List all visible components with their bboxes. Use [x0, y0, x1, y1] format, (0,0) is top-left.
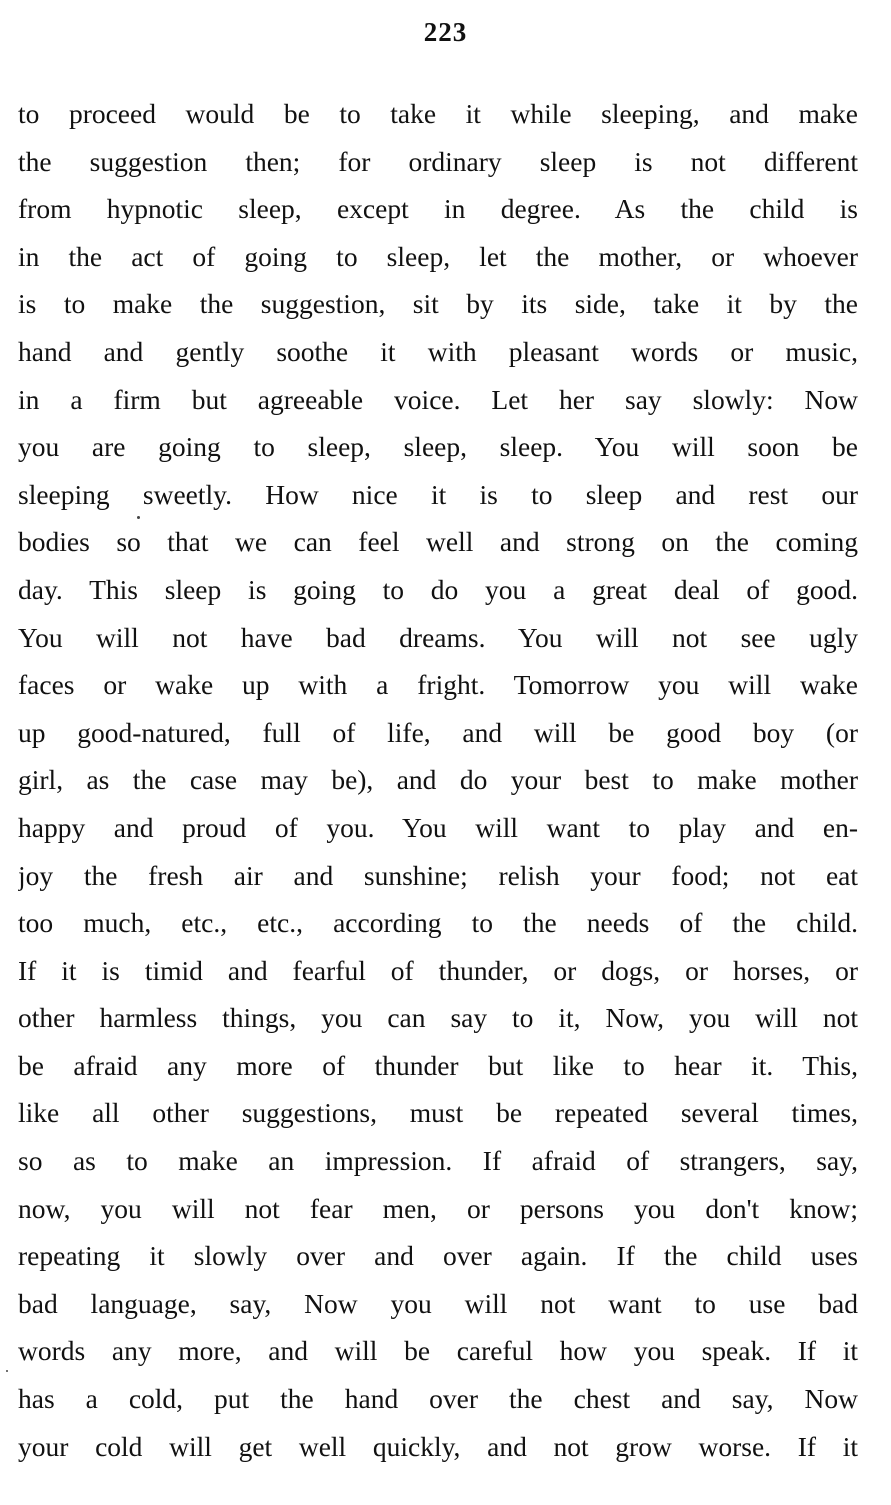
text-line: other harmless things, you can say to it, Now, you will not [18, 1002, 858, 1034]
text-line: in the act of going to sleep, let the mother, or whoever [18, 240, 858, 272]
text-line: faces or wake up with a fright. Tomorrow you will wake [18, 669, 858, 701]
text-line: be afraid any more of thunder but like to hear it. This, [18, 1049, 858, 1081]
text-line: to proceed would be to take it while sleeping, and make [18, 98, 858, 129]
text-line: too much, etc., etc., according to the needs of the child. [18, 907, 858, 939]
text-line: repeating it slowly over and over again. If the child uses [18, 1240, 858, 1272]
print-speck [6, 1370, 8, 1372]
text-line: has a cold, put the hand over the chest and say, Now [18, 1383, 858, 1415]
text-line: bad language, say, Now you will not want to use bad [18, 1287, 858, 1319]
body-text [18, 90, 858, 1470]
text-line: words any more, and will be careful how you speak. If it [18, 1335, 858, 1367]
text-line: day. This sleep is going to do you a great deal of good. [18, 573, 858, 605]
text-line: You will not have bad dreams. You will not see ugly [18, 621, 858, 653]
text-line: so as to make an impression. If afraid of strangers, say, [18, 1145, 858, 1177]
text-line: from hypnotic sleep, except in degree. As the child is [18, 193, 858, 225]
text-line: hand and gently soothe it with pleasant words or music, [18, 335, 858, 367]
text-line: joy the fresh air and sunshine; relish your food; not eat [18, 859, 858, 891]
text-line: girl, as the case may be), and do your best to make mother [18, 764, 858, 796]
text-line: you are going to sleep, sleep, sleep. You will soon be [18, 431, 858, 463]
text-line: the suggestion then; for ordinary sleep is not different [18, 145, 858, 177]
text-line: now, you will not fear men, or persons you don't know; [18, 1192, 858, 1224]
text-line: happy and proud of you. You will want to play and en- [18, 811, 858, 843]
print-speck [137, 516, 140, 519]
text-line: in a firm but agreeable voice. Let her say slowly: Now [18, 383, 858, 415]
text-line: up good-natured, full of life, and will be good boy (or [18, 716, 858, 748]
text-line: your cold will get well quickly, and not grow worse. If it [18, 1430, 858, 1462]
text-line: If it is timid and fearful of thunder, or dogs, or horses, or [18, 954, 858, 986]
text-line: bodies so that we can feel well and strong on the coming [18, 526, 858, 558]
page-number: 223 [423, 17, 468, 47]
text-line: sleeping sweetly. How nice it is to sleep and rest our [18, 478, 858, 510]
text-line: is to make the suggestion, sit by its side, take it by the [18, 288, 858, 320]
text-line: like all other suggestions, must be repeated several times, [18, 1097, 858, 1129]
